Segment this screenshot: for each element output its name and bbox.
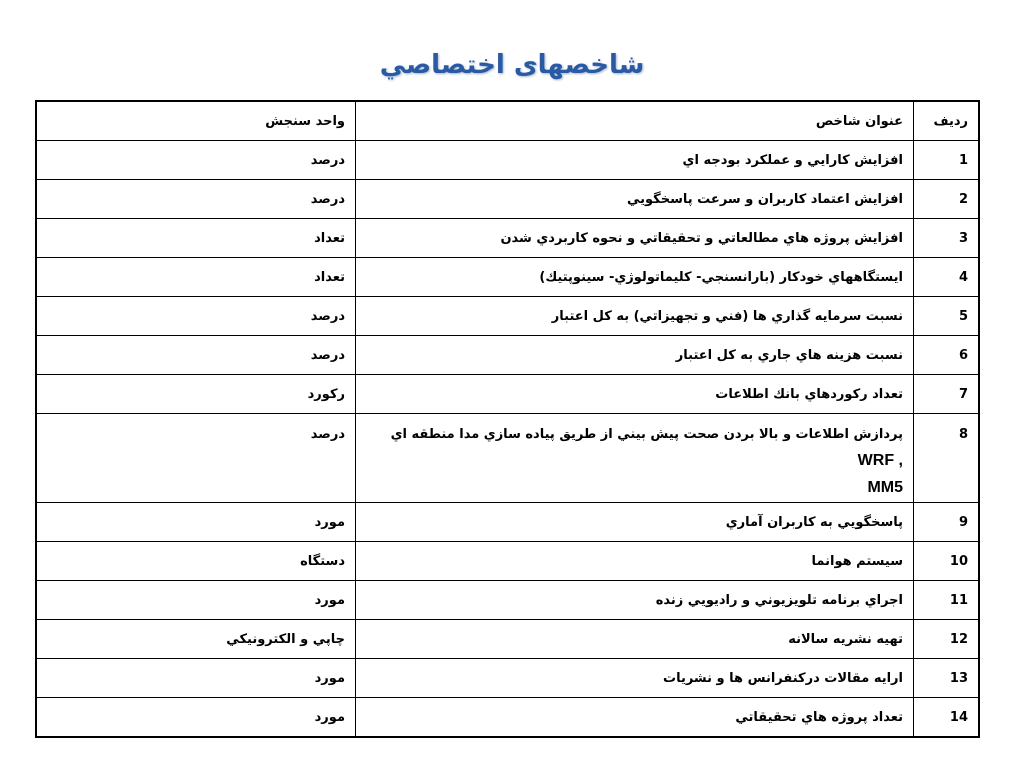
table-header-row (36, 101, 979, 141)
row-number: 3 (914, 219, 980, 258)
kpi-table (35, 100, 980, 738)
measurement-unit: ركورد (36, 375, 356, 414)
measurement-unit: درصد (36, 414, 356, 503)
indicator-title: افزايش كارايي و عملكرد بودجه اي (356, 141, 914, 180)
row-number: 8 (914, 414, 980, 503)
indicator-title: نسبت سرمايه گذاري ها (فني و تجهيزاتي) به كل اعتبار (356, 297, 914, 336)
row-number: 1 (914, 141, 980, 180)
row-number: 9 (914, 503, 980, 542)
indicator-title: پاسخگويي به كاربران آماري (356, 503, 914, 542)
page-title: شاخصهای اختصاصي (379, 50, 645, 80)
table-row (36, 297, 979, 336)
indicator-title: ارايه مقالات دركنفرانس ها و نشريات (356, 659, 914, 698)
indicator-title-text: پردازش اطلاعات و بالا بردن صحت پيش بيني از طريق پياده سازي مدا منطقه اي (390, 427, 903, 442)
measurement-unit: مورد (36, 503, 356, 542)
table-row (36, 620, 979, 659)
indicator-title: نسبت هزينه هاي جاري به كل اعتبار (356, 336, 914, 375)
header-indicator-title: عنوان شاخص (356, 101, 914, 141)
indicator-title: ايستگاههاي خودكار (بارانسنجي- كليماتولوژي- سينوپتيك) (356, 258, 914, 297)
table-row (36, 503, 979, 542)
indicator-title-model-name-2: MM5 (867, 479, 903, 496)
row-number: 12 (914, 620, 980, 659)
measurement-unit: مورد (36, 659, 356, 698)
indicator-title: سيستم هوانما (356, 542, 914, 581)
table-row (36, 180, 979, 219)
indicator-title: اجراي برنامه تلويزيوني و راديويي زنده (356, 581, 914, 620)
indicator-title: افزايش پروژه هاي مطالعاتي و تحقيقاتي و نحوه كاربردي شدن (356, 219, 914, 258)
measurement-unit: دستگاه (36, 542, 356, 581)
measurement-unit: چاپي و الكترونيكي (36, 620, 356, 659)
indicator-title: تعداد ركوردهاي بانك اطلاعات (356, 375, 914, 414)
table-row (36, 258, 979, 297)
table-row (36, 698, 979, 738)
header-row-number: رديف (914, 101, 980, 141)
table-row (36, 414, 979, 503)
table-row (36, 542, 979, 581)
measurement-unit: درصد (36, 336, 356, 375)
header-measurement-unit: واحد سنجش (36, 101, 356, 141)
row-number: 11 (914, 581, 980, 620)
indicator-title: تهيه نشريه سالانه (356, 620, 914, 659)
measurement-unit: تعداد (36, 219, 356, 258)
table-row (36, 141, 979, 180)
indicator-title: تعداد پروژه هاي تحقيقاتي (356, 698, 914, 738)
row-number: 10 (914, 542, 980, 581)
table-row (36, 659, 979, 698)
row-number: 5 (914, 297, 980, 336)
measurement-unit: درصد (36, 180, 356, 219)
table-row (36, 581, 979, 620)
measurement-unit: درصد (36, 141, 356, 180)
measurement-unit: مورد (36, 581, 356, 620)
row-number: 13 (914, 659, 980, 698)
indicator-title (356, 414, 914, 503)
row-number: 4 (914, 258, 980, 297)
table-row (36, 375, 979, 414)
row-number: 2 (914, 180, 980, 219)
indicator-title: افزايش اعتماد كاربران و سرعت پاسخگويي (356, 180, 914, 219)
table-row (36, 336, 979, 375)
measurement-unit: تعداد (36, 258, 356, 297)
measurement-unit: مورد (36, 698, 356, 738)
row-number: 14 (914, 698, 980, 738)
indicator-title-model-names: WRF , (857, 452, 903, 469)
measurement-unit: درصد (36, 297, 356, 336)
row-number: 7 (914, 375, 980, 414)
table-row (36, 219, 979, 258)
row-number: 6 (914, 336, 980, 375)
